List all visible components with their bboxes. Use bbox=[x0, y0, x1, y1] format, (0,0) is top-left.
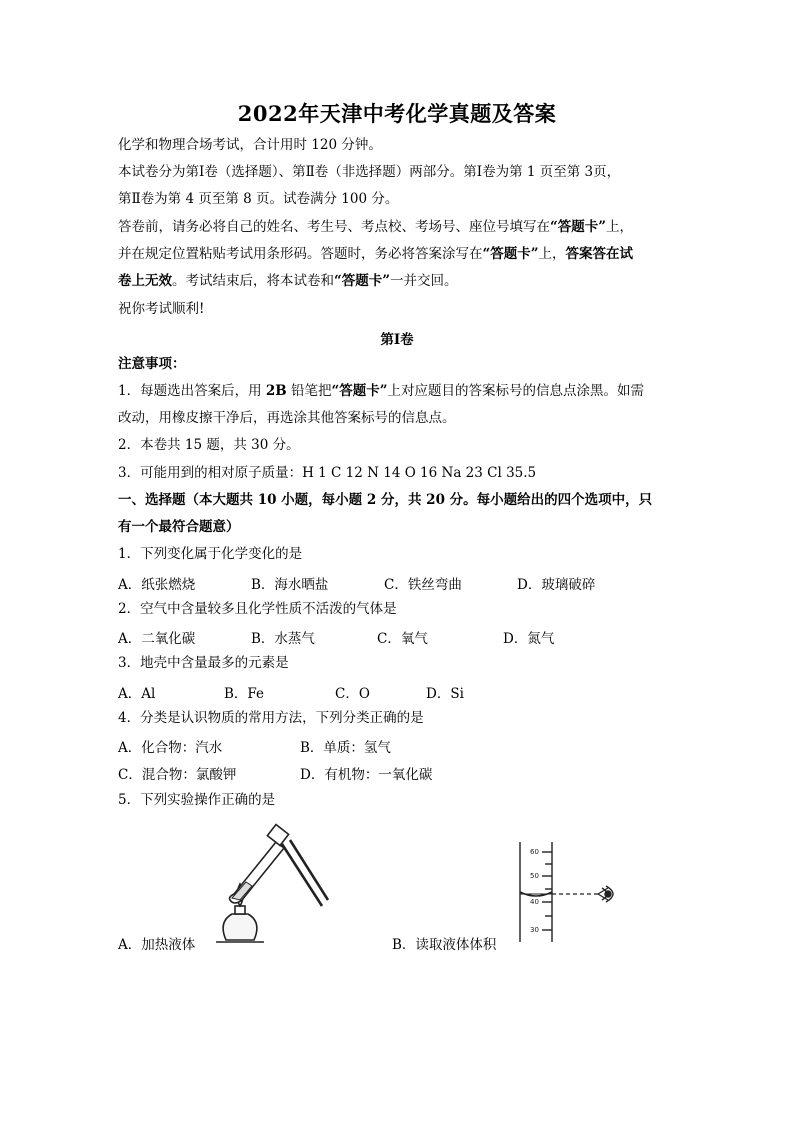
question-2: 2．空气中含量较多且化学性质不活泼的气体是 bbox=[118, 601, 397, 617]
q5-option-a: A．加热液体 bbox=[118, 937, 196, 953]
q4-option-d: D．有机物：一氧化碳 bbox=[300, 767, 433, 783]
answer-card-term: “答题卡” bbox=[331, 383, 388, 399]
heating-liquid-illustration bbox=[212, 822, 332, 947]
intro-emphasis: 答案答在试 bbox=[565, 246, 634, 262]
part1-heading-1: 一、选择题（本大题共 10 小题，每小题 2 分，共 20 分。每小题给出的四个选项中，只 bbox=[118, 492, 653, 508]
note-2: 2．本卷共 15 题，共 30 分。 bbox=[118, 437, 300, 453]
q1-option-b: B．海水晒盐 bbox=[251, 577, 329, 593]
intro-emphasis: 卷上无效 bbox=[118, 273, 172, 289]
section-title: 第Ⅰ卷 bbox=[380, 332, 414, 348]
q1-option-c: C．铁丝弯曲 bbox=[384, 577, 462, 593]
q1-option-d: D．玻璃破碎 bbox=[517, 577, 596, 593]
intro-text: 一并交回。 bbox=[390, 273, 458, 289]
cylinder-tick-60: 60 bbox=[530, 848, 539, 856]
notes-heading: 注意事项： bbox=[118, 356, 186, 372]
intro-text: 并在规定位置粘贴考试用条形码。答题时，务必将答案涂写在 bbox=[118, 246, 483, 262]
answer-card-term: “答题卡” bbox=[550, 219, 607, 235]
question-3: 3．地壳中含量最多的元素是 bbox=[118, 655, 289, 671]
intro-line-3: 第Ⅱ卷为第 4 页至第 8 页。试卷满分 100 分。 bbox=[118, 191, 399, 207]
note-text: 上对应题目的答案标号的信息点涂黑。如需 bbox=[387, 383, 645, 399]
page-title: 2022年天津中考化学真题及答案 bbox=[237, 101, 557, 126]
cylinder-tick-30: 30 bbox=[530, 926, 539, 934]
note-1-cont: 改动，用橡皮擦干净后，再选涂其他答案标号的信息点。 bbox=[118, 410, 456, 426]
intro-text: 。考试结束后，将本试卷和 bbox=[172, 273, 334, 289]
q3-option-a: A．Al bbox=[118, 686, 156, 702]
question-4: 4．分类是认识物质的常用方法，下列分类正确的是 bbox=[118, 710, 424, 726]
q2-option-b: B．水蒸气 bbox=[251, 631, 315, 647]
note-3: 3．可能用到的相对原子质量：H 1 C 12 N 14 O 16 Na 23 Cl 35.5 bbox=[118, 465, 537, 481]
q4-option-a: A．化合物：汽水 bbox=[118, 740, 223, 756]
cylinder-tick-50: 50 bbox=[530, 872, 539, 880]
note-emphasis: 2B bbox=[265, 383, 287, 399]
q2-option-a: A．二氧化碳 bbox=[118, 631, 196, 647]
q5-option-b: B．读取液体体积 bbox=[392, 937, 497, 953]
q3-option-b: B．Fe bbox=[224, 686, 265, 702]
note-text: 1．每题选出答案后，用 bbox=[118, 383, 262, 399]
q1-option-a: A．纸张燃烧 bbox=[118, 577, 196, 593]
intro-line-6 bbox=[118, 272, 458, 290]
question-1: 1．下列变化属于化学变化的是 bbox=[118, 546, 303, 562]
intro-line-7: 祝你考试顺利! bbox=[118, 301, 205, 317]
q2-option-c: C．氧气 bbox=[377, 631, 428, 647]
intro-text: 上， bbox=[606, 219, 634, 235]
note-1 bbox=[118, 382, 644, 400]
q3-option-d: D．Si bbox=[426, 686, 464, 702]
q4-option-c: C．混合物：氯酸钾 bbox=[118, 767, 237, 783]
cylinder-tick-40: 40 bbox=[530, 898, 539, 906]
intro-line-2: 本试卷分为第Ⅰ卷（选择题）、第Ⅱ卷（非选择题）两部分。第Ⅰ卷为第 1 页至第 3页， bbox=[118, 164, 621, 180]
intro-line-4 bbox=[118, 218, 633, 236]
q2-option-d: D．氮气 bbox=[503, 631, 555, 647]
intro-line-5 bbox=[118, 245, 633, 263]
intro-text: 答卷前，请务必将自己的姓名、考生号、考点校、考场号、座位号填写在 bbox=[118, 219, 550, 235]
q3-option-c: C．O bbox=[335, 686, 370, 702]
answer-card-term: “答题卡” bbox=[482, 246, 539, 262]
note-text: 铅笔把 bbox=[291, 383, 332, 399]
answer-card-term: “答题卡” bbox=[334, 273, 391, 289]
part1-heading-2: 有一个最符合题意） bbox=[118, 519, 240, 535]
intro-text: 上， bbox=[538, 246, 566, 262]
cylinder-reading-illustration bbox=[512, 842, 622, 942]
intro-line-1: 化学和物理合场考试，合计用时 120 分钟。 bbox=[118, 137, 382, 153]
q4-option-b: B．单质：氢气 bbox=[300, 740, 391, 756]
question-5: 5．下列实验操作正确的是 bbox=[118, 792, 276, 808]
